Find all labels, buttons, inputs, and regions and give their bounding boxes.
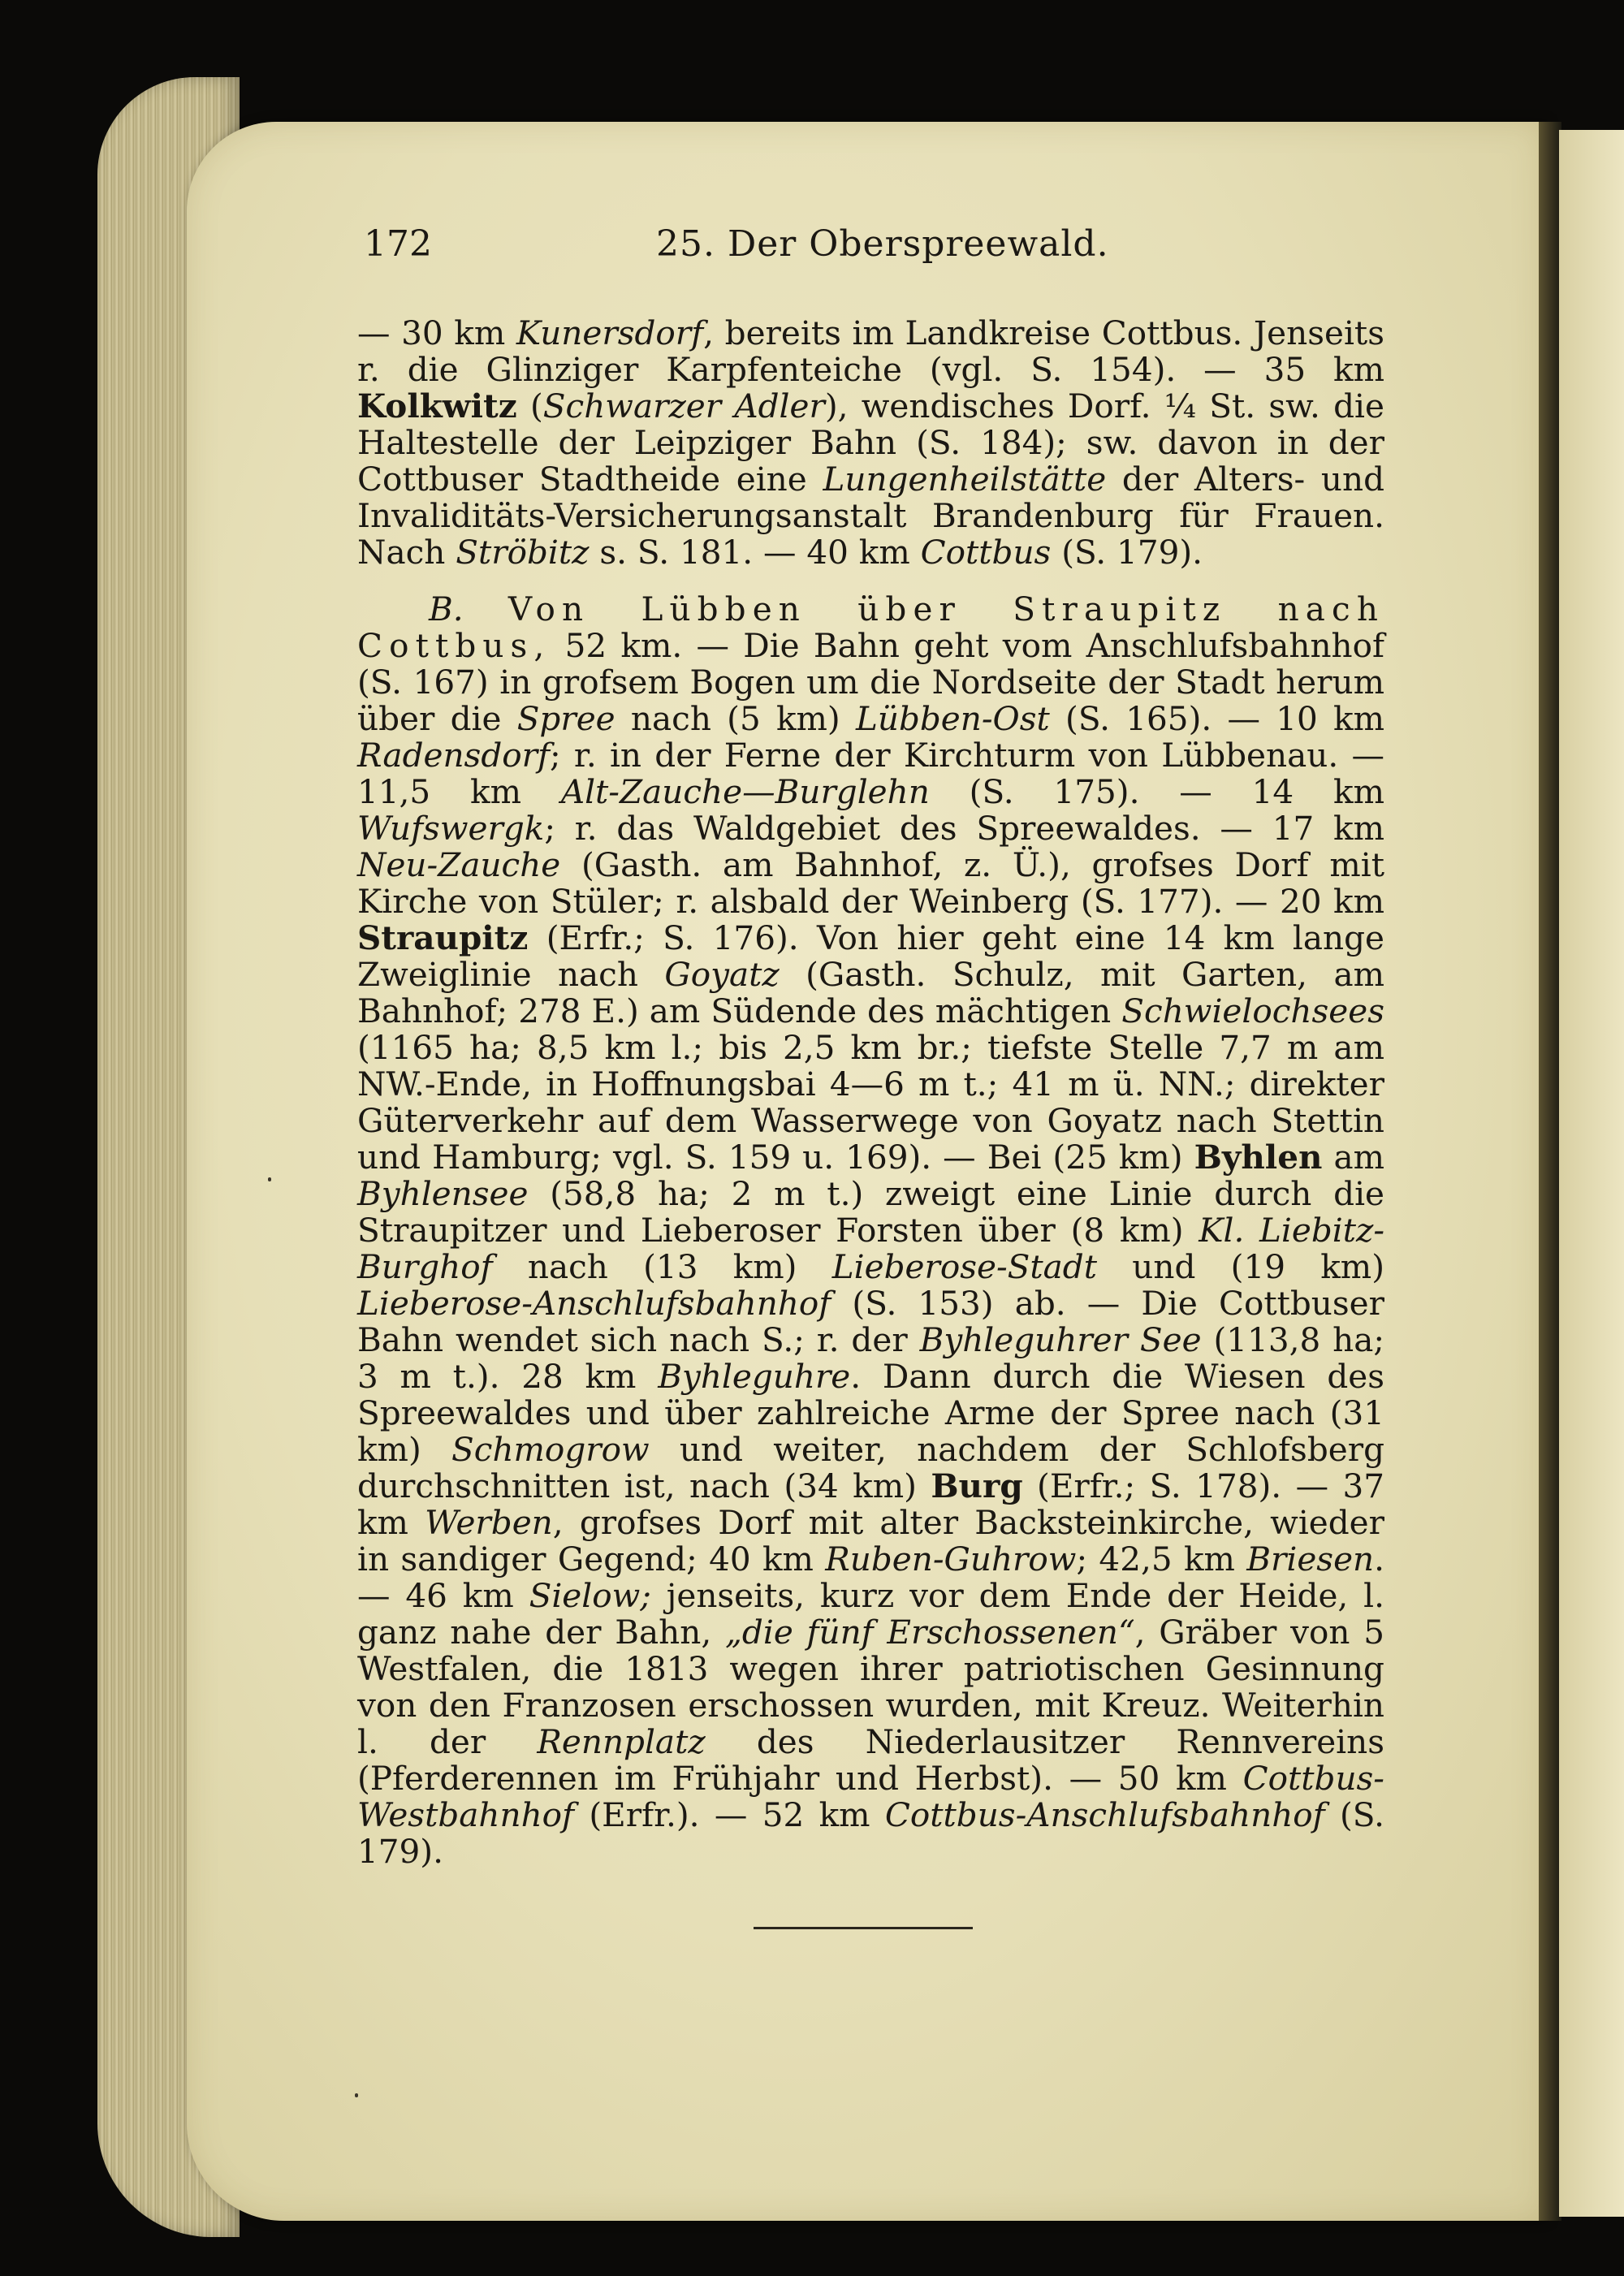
place-wufswergk: Wufswergk [357,809,545,848]
inn-schwarzer-adler: Schwarzer Adler [542,387,825,425]
section-end-rule [754,1927,973,1929]
place-sielow: Sielow; [529,1576,651,1615]
place-byhlen: Byhlen [1194,1138,1323,1177]
lungenheilstaette: Lungenheilstätte [823,460,1107,499]
place-briesen: Briesen [1246,1540,1375,1579]
body-text [357,315,1384,1870]
place-radensdorf: Radensdorf [357,736,550,775]
place-kl-liebitz: Kl. Liebitz-Burghof [357,1211,1385,1286]
place-kunersdorf: Kunersdorf [516,313,704,352]
place-ruben-guhrow: Ruben-Guhrow [825,1540,1077,1579]
place-lieberose-stadt: Lieberose-Stadt [831,1247,1098,1286]
memorial-fuenf-erschossenen: „die fünf Erschossenen“ [724,1613,1135,1652]
place-luebben-ost: Lübben-Ost [855,699,1050,738]
place-rennplatz: Rennplatz [537,1722,706,1761]
page-number: 172 [364,223,432,265]
place-cottbus-anschlussbahnhof: Cottbus-Anschlufsbahnhof [884,1795,1325,1834]
place-schmogrow: Schmogrow [451,1430,650,1469]
river-spree: Spree [516,699,615,738]
section-label-b: B. [429,590,464,628]
paragraph-route-b: B. Von Lübben über Straupitz nach Cottbus, 52 km. — Die Bahn geht vom Anschlufsbahnhof (S. 167) in grofsem Bogen um die Nordseite der Stadt herum über die Spree nach (5 km) Lübben-Ost (S. 165). — 10 km Radensdorf; r. in der Ferne der Kirchturm von Lübbenau. — 11,5 km Alt-Zauche—Burglehn (S. 175). — 14 km Wufswergk; r. das Waldgebiet des Spreewaldes. — 17 km Neu-Zauche (Gasth. am Bahnhof, z. Ü.), grofses Dorf mit Kirche von Stüler; r. alsbald der Weinberg (S. 177). — 20 km Straupitz (Erfr.; S. 176). Von hier geht eine 14 km lange Zweiglinie nach Goyatz (Gasth. Schulz, mit Garten, am Bahnhof; 278 E.) am Südende des mächtigen Schwielochsees (1165 ha; 8,5 km l.; bis 2,5 km br.; tiefste Stelle 7,7 m am NW.-Ende, in Hoffnungsbai 4—6 m t.; 41 m ü. NN.; direkter Güterverkehr auf dem Wasserwege von Goyatz nach Stettin und Hamburg; vgl. S. 159 u. 169). — Bei (25 km) Byhlen am Byhlensee (58,8 ha; 2 m t.) zweigt eine Linie durch die Straupitzer und Lieberoser Forsten über (8 km) Kl. Liebitz-Burghof nach (13 km) Lieberose-Stadt und (19 km) Lieberose-Anschlufsbahnhof (S. 153) ab. — Die Cottbuser Bahn wendet sich nach S.; r. der Byhleguhrer See (113,8 ha; 3 m t.). 28 km Byhleguhre. Dann durch die Wiesen des Spreewaldes und über zahlreiche Arme der Spree nach (31 km) Schmogrow und weiter, nachdem der Schlofsberg durchschnitten ist, nach (34 km) Burg (Erfr.; S. 178). — 37 km Werben, grofses Dorf mit alter Backsteinkirche, wieder in sandiger Gegend; 40 km Ruben-Guhrow; 42,5 km Briesen. — 46 km Sielow; jenseits, kurz vor dem Ende der Heide, l. ganz nahe der Bahn, „die fünf Erschossenen“, Gräber von 5 Westfalen, die 1813 wegen ihrer patriotischen Gesinnung von den Franzosen erschossen wurden, mit Kreuz. Weiterhin l. der Rennplatz des Niederlausitzer Rennvereins (Pferderennen im Frühjahr und Herbst). — 50 km Cottbus-Westbahnhof (Erfr.). — 52 km Cottbus-Anschlufsbahnhof (S. 179). [357,590,1385,1871]
page-header [364,223,1379,272]
place-alt-zauche: Alt-Zauche—Burglehn [560,772,930,811]
paper-speck [355,2093,358,2097]
place-werben: Werben [425,1503,553,1542]
place-goyatz: Goyatz [664,955,780,994]
place-stroebitz: Ströbitz [456,533,590,572]
place-byhleguhre: Byhleguhre [658,1357,851,1396]
place-cottbus-westbahnhof: Cottbus-Westbahnhof [357,1759,1384,1834]
facing-page-edge [1559,130,1624,2217]
paper-speck [268,1177,271,1181]
lake-byhlensee: Byhlensee [357,1174,529,1213]
place-cottbus: Cottbus [920,533,1052,572]
place-lieberose-anschlussbahnhof: Lieberose-Anschlufsbahnhof [357,1284,831,1323]
place-burg: Burg [931,1466,1023,1505]
place-kolkwitz: Kolkwitz [357,387,517,425]
lake-schwielochsee: Schwielochsees [1121,991,1384,1030]
place-straupitz: Straupitz [357,918,529,957]
lake-byhleguhrer-see: Byhleguhrer See [919,1320,1202,1359]
section-heading-b: Von Lübben über Straupitz nach Cottbus, [357,590,1385,665]
book-gutter [1539,122,1561,2221]
place-neu-zauche: Neu-Zauche [357,845,561,884]
paragraph-route-a-end: — 30 km Kunersdorf, bereits im Landkreise Cottbus. Jenseits r. die Glinziger Karpfenteiche (vgl. S. 154). — 35 km Kolkwitz (Schwarzer Adler), wendisches Dorf. ¼ St. sw. die Haltestelle der Leipziger Bahn (S. 184); sw. davon in der Cottbuser Stadtheide eine Lungenheilstätte der Alters- und Invaliditäts-Versicherungsanstalt Brandenburg für Frauen. Nach Ströbitz s. S. 181. — 40 km Cottbus (S. 179). [357,313,1384,572]
running-title: 25. Der Oberspreewald. [656,223,1109,265]
